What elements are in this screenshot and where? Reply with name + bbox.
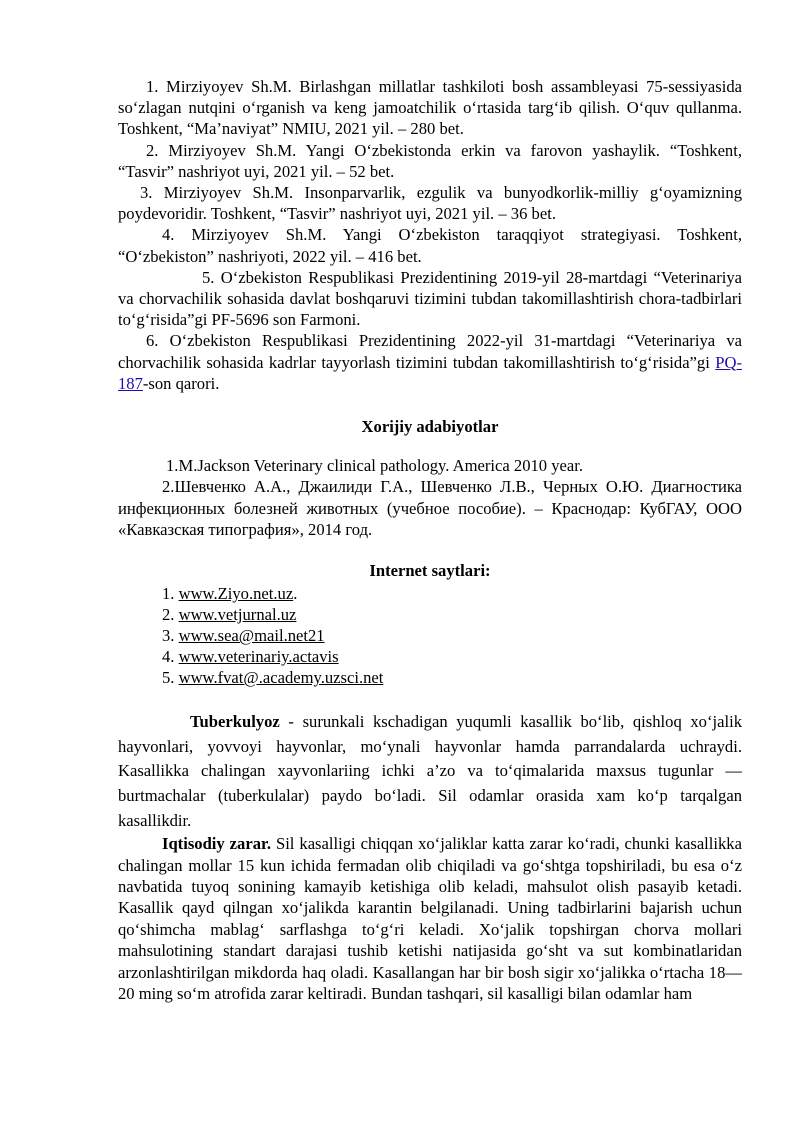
economic-damage-text: Sil kasalligi chiqqan xo‘jaliklar katta zarar ko‘radi, chunki kasallikka chalingan mollar 15 kun ichida fermadan olib chiqiladi va go‘shtga topshiriladi, bu esa o‘z navbatida tuyoq sonining kamayib ketishiga olib keladi, mahsulot olish pasayib ketadi. Kasallik qayd qilngan xo‘jalikda karantin belgilanadi. Uning tadbirlarini bajarish uchun qo‘shimcha mablag‘ sarflashga to‘g‘ri keladi. Xo‘jalik topshirgan chorva mollari mahsulotining standart darajasi tushib ketishi natijasida go‘sht va sut kombinatlaridan arzonlashtirilgan mikdorda haq oladi. Kasallangan har bir bosh sigir xo‘jalikka o‘rtacha 18—20 ming so‘m atrofida zarar keltiradi. Bundan tashqari, sil kasalligi bilan odamlar ham — [118, 834, 742, 1004]
site-link-veterinariy[interactable]: www.veterinariy.actavis — [178, 647, 339, 667]
economic-damage-term: Iqtisodiy zarar. — [162, 834, 271, 854]
site-suffix: . — [293, 584, 298, 604]
reference-item-4: 4. Mirziyoyev Sh.M. Yangi O‘zbekiston taraqqiyot strategiyasi. Toshkent, “O‘zbekiston” nashriyoti, 2022 yil. – 416 bet. — [118, 225, 742, 266]
foreign-reference-2: 2.Шевченко А.А., Джаилиди Г.А., Шевченко Л.В., Черных О.Ю. Диагностика инфекционных болезней животных (учебное пособие). – Краснодар: КубГАУ, ООО «Кавказская типография», 2014 год. — [118, 477, 742, 539]
tuberculosis-term: Tuberkulyoz — [190, 712, 280, 732]
reference-6-text: 6. O‘zbekiston Respublikasi Prezidentining 2022-yil 31-martdagi “Veterinariya va chorvachilik sohasida kadrlar tayyorlash tizimini tubdan takomillashtirish to‘g‘risida”gi — [118, 331, 742, 372]
site-link-sea-mail[interactable]: www.sea@mail.net21 — [178, 626, 325, 646]
site-item — [162, 667, 742, 688]
internet-sites-list — [118, 583, 742, 688]
site-number: 1. — [162, 584, 179, 604]
reference-item-5: 5. O‘zbekiston Respublikasi Prezidentining 2019-yil 28-martdagi “Veterinariya va chorvachilik sohasida davlat boshqaruvi tizimini tubdan takomillashtirish chora-tadbirlari to‘g‘risida”gi PF-5696 son Farmoni. — [118, 267, 742, 330]
reference-item-1: 1. Mirziyoyev Sh.M. Birlashgan millatlar tashkiloti bosh assambleyasi 75-sessiyasida so‘zlagan nutqini o‘rganish va keng jamoatchilik o‘rtasida targ‘ib qilish. O‘quv qullanma. Toshkent, “Ma’naviyat” NMIU, 2021 yil. – 280 bet. — [118, 77, 742, 139]
reference-list — [118, 76, 742, 394]
site-item — [162, 583, 742, 604]
site-item — [162, 625, 742, 646]
tuberculosis-text: - surunkali kschadigan yuqumli kasallik bo‘lib, qishloq xo‘jalik hayvonlari, yovvoyi hayvonlar, mo‘ynali hayvonlar hamda parrandalarda uchraydi. Kasallikka chalingan xayvonlariing ichki a’zo va to‘qimalarida maxsus tugunlar — burtmachalar (tuberkulalar) paydo bo‘ladi. Sil odamlar orasida xam ko‘p tarqalgan kasallikdir. — [118, 712, 742, 830]
foreign-literature-heading: Xorijiy adabiyotlar — [361, 417, 499, 437]
foreign-reference-list — [118, 455, 742, 540]
economic-damage-paragraph — [118, 833, 742, 1004]
site-number: 5. — [162, 668, 179, 688]
site-item — [162, 646, 742, 667]
reference-item-6 — [118, 330, 742, 394]
reference-item-2: 2. Mirziyoyev Sh.M. Yangi O‘zbekistonda erkin va farovon yashaylik. “Toshkent, “Tasvir” nashriyot uyi, 2021 yil. – 52 bet. — [118, 140, 742, 181]
reference-6-suffix: -son qarori. — [142, 373, 220, 393]
tuberculosis-paragraph — [118, 710, 742, 833]
site-link-fvat-academy[interactable]: www.fvat@.academy.uzsci.net — [178, 668, 384, 688]
site-item — [162, 604, 742, 625]
internet-sites-heading: Internet saytlari: — [369, 561, 491, 581]
site-link-ziyo[interactable]: www.Ziyo.net.uz — [178, 584, 294, 604]
site-number: 4. — [162, 647, 179, 667]
site-number: 2. — [162, 605, 179, 625]
reference-item-3: 3. Mirziyoyev Sh.M. Insonparvarlik, ezgulik va bunyodkorlik-milliy g‘oyamizning poydevoridir. Toshkent, “Tasvir” nashriyot uyi, 2021 yil. – 36 bet. — [118, 183, 742, 224]
pq-187-link[interactable]: PQ-187 — [118, 352, 742, 393]
foreign-reference-1: 1.M.Jackson Veterinary clinical pathology. America 2010 year. — [166, 456, 584, 476]
site-link-vetjurnal[interactable]: www.vetjurnal.uz — [178, 605, 297, 625]
site-number: 3. — [162, 626, 179, 646]
